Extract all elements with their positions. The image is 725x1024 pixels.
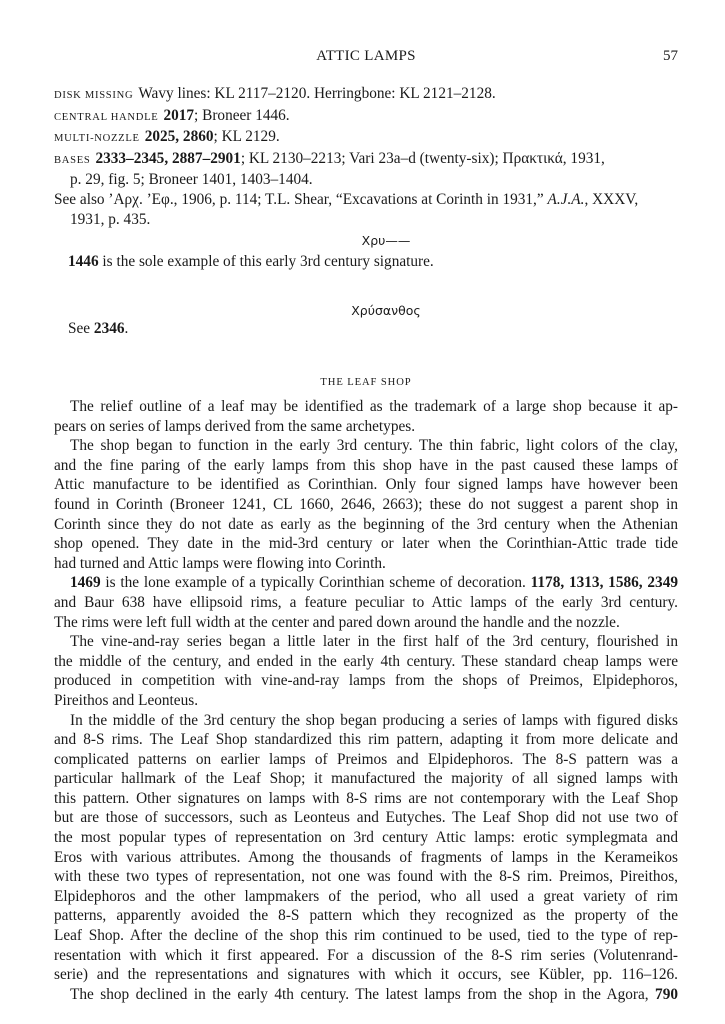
see-also-line-2: 1931, p. 435. bbox=[70, 210, 151, 228]
signature-note-1 bbox=[68, 253, 434, 271]
paragraph-line: The shop began to function in the early 3rd century. The thin fabric, light colors of the clay, bbox=[70, 437, 678, 455]
paragraph-line: serie) and the representations and signatures with which it occurs, see Kübler, pp. 116–126. bbox=[54, 966, 678, 984]
index-label: CENTRAL HANDLE bbox=[54, 111, 159, 123]
running-head bbox=[54, 48, 678, 68]
paragraph-line: The relief outline of a leaf may be identified as the trademark of a large shop because it ap- bbox=[70, 398, 678, 415]
signature-note-2 bbox=[68, 320, 128, 338]
paragraph-line: produced in competition with vine-and-ray lamps from the shops of Preimos, Elpidephoros, bbox=[54, 672, 678, 690]
paragraph-line: had turned and Attic lamps were flowing into Corinth. bbox=[54, 554, 386, 572]
paragraph-line: the most popular types of representation on 3rd century Attic lamps: erotic symplegmata and bbox=[54, 829, 678, 847]
paragraph-line: complicated patterns on earlier lamps of Preimos and Elpidephoros. The 8-S pattern was a bbox=[54, 750, 678, 768]
index-bold-numbers: 2025, 2860 bbox=[144, 128, 214, 146]
index-text: ; Broneer 1446. bbox=[194, 106, 290, 124]
signature-heading-chry: Χρυ—— bbox=[361, 233, 411, 248]
paragraph-line: The vine-and-ray series began a little later in the first half of the 3rd century, flourished in bbox=[70, 633, 678, 651]
catalog-number: 1178, 1313, 1586, 2349 bbox=[530, 574, 678, 592]
index-entry-bases-continued: p. 29, fig. 5; Broneer 1401, 1403–1404. bbox=[70, 171, 313, 189]
paragraph-line: and the fine paring of the early lamps from this shop have in the past caused these lamps of bbox=[54, 456, 678, 474]
see-prefix: See bbox=[68, 320, 94, 337]
paragraph-line-bold-refs: The shop declined in the early 4th century. The latest lamps from the shop in the Agora, 790 bbox=[70, 985, 678, 1003]
paragraph-line: Pireithos and Leonteus. bbox=[54, 691, 199, 709]
section-heading: THE LEAF SHOP bbox=[320, 377, 412, 388]
body-text bbox=[54, 397, 678, 1004]
index-text: ; KL 2130–2213; Vari 23a–d (twenty-six); Πρακτικά, 1931, bbox=[240, 149, 605, 167]
paragraph-line: particular hallmark of the Leaf Shop; it manufactured the majority of all signed lamps with bbox=[54, 770, 678, 788]
paragraph-line: Elpidephoros and the other lampmakers of the period, who all used a great variety of rim bbox=[54, 887, 678, 905]
index-entry-bases bbox=[54, 149, 678, 171]
paragraph-line: The rims were left full width at the center and pared down around the handle and the nozzle. bbox=[54, 613, 620, 631]
paragraph-line: and Baur 638 have ellipsoid rims, a feature peculiar to Attic lamps of the early 3rd century. bbox=[54, 593, 678, 611]
index-label: MULTI-NOZZLE bbox=[54, 133, 140, 145]
catalog-number: 790 bbox=[655, 985, 678, 1003]
index-text: ; KL 2129. bbox=[213, 128, 280, 146]
paragraph-line: but are those of successors, such as Leonteus and Eutyches. The Leaf Shop did not use two of bbox=[54, 809, 678, 827]
index-bold-numbers: 2333–2345, 2887–2901 bbox=[95, 149, 241, 167]
index-label: DISK MISSING bbox=[54, 90, 134, 101]
signature-heading-chrysanthos: Χρύσανθος bbox=[351, 303, 421, 318]
paragraph-line: the middle of the century, and ended in the early 4th century. These standard cheap lamps were bbox=[54, 652, 678, 670]
index-entry-central-handle bbox=[54, 106, 678, 128]
index-label: BASES bbox=[54, 154, 91, 166]
page-number: 57 bbox=[663, 48, 678, 64]
paragraph-line: with these two types of representation, not one was found with the 8-S rim. Preimos, Pireithos, bbox=[54, 868, 678, 886]
paragraph-line: this pattern. Other signatures on lamps with 8-S rims are not contemporary with the Leaf Shop bbox=[54, 789, 678, 807]
paragraph-line: Corinth since they do not date as early as the beginning of the 3rd century when the Athenian bbox=[54, 515, 678, 533]
paragraph-line: Eros with various attributes. Among the thousands of fragments of lamps in the Kerameikos bbox=[54, 848, 678, 866]
catalog-number: 1446 bbox=[68, 253, 99, 270]
paragraph-line: Leaf Shop. After the decline of the shop this rim continued to be used, tied to the type of rep- bbox=[54, 927, 678, 945]
journal-abbreviation: A.J.A. bbox=[547, 190, 585, 208]
paragraph-line: pears on series of lamps derived from the same archetypes. bbox=[54, 417, 416, 435]
paragraph-line: resentation with which it first appeared. For a discussion of the 8-S rim series (Volutenrand- bbox=[54, 946, 678, 964]
see-suffix: . bbox=[124, 320, 129, 337]
paragraph-line: Attic manufacture to be identified as Corinthian. Only four signed lamps have however been bbox=[54, 476, 678, 494]
index-bold-numbers: 2017 bbox=[163, 106, 195, 124]
running-title: ATTIC LAMPS bbox=[316, 48, 416, 64]
paragraph-line: patterns, apparently avoided the 8-S pattern which they recognized as the property of the bbox=[54, 907, 678, 925]
shape-index bbox=[54, 84, 678, 229]
see-also-line-1: See also ’Αρχ. ’Εφ., 1906, p. 114; T.L. Shear, “Excavations at Corinth in 1931,” A.J.A., XXXV, bbox=[54, 190, 639, 208]
catalog-number: 1469 bbox=[70, 574, 101, 592]
paragraph-line: found in Corinth (Broneer 1241, CL 1660, 2646, 2663); these do not suggest a parent shop in bbox=[54, 495, 678, 513]
paragraph-line: In the middle of the 3rd century the shop began producing a series of lamps with figured disks bbox=[70, 711, 678, 729]
paragraph-line: shop opened. They date in the mid-3rd century or later when the Corinthian-Attic trade tide bbox=[54, 535, 678, 553]
index-entry-multi-nozzle bbox=[54, 127, 678, 149]
paragraph-line-bold-refs: 1469 is the lone example of a typically Corinthian scheme of decoration. 1178, 1313, 1586, 2349 bbox=[70, 574, 678, 592]
paragraph-line: and 8-S rims. The Leaf Shop standardized this rim pattern, adapting it from more delicate and bbox=[54, 731, 678, 749]
index-text: Wavy lines: KL 2117–2120. Herringbone: KL 2121–2128. bbox=[138, 85, 496, 102]
index-entry-disk-missing bbox=[54, 84, 678, 106]
signature-note-text: is the sole example of this early 3rd century signature. bbox=[98, 253, 434, 270]
catalog-number: 2346 bbox=[93, 320, 125, 337]
